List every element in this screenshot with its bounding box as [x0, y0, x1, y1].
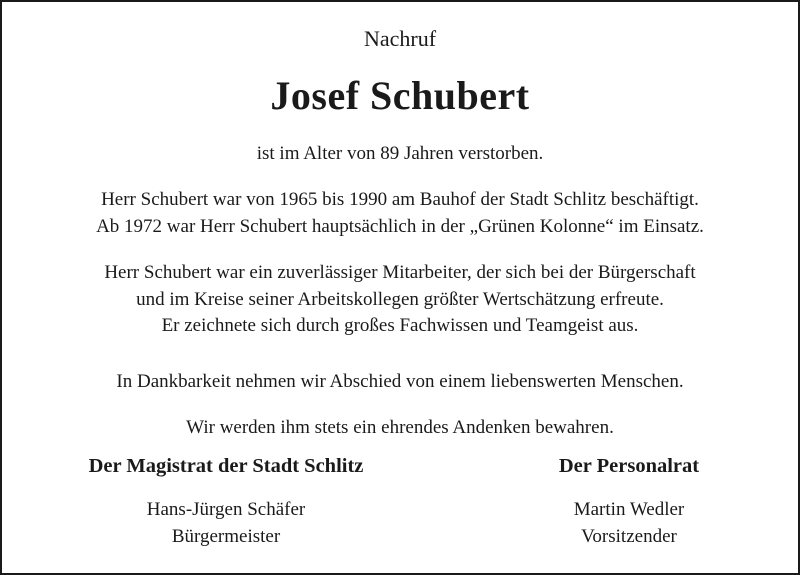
- deceased-name: Josef Schubert: [270, 73, 530, 118]
- signatory-role: Bürgermeister: [171, 526, 281, 547]
- signatory-organization: Der Personalrat: [558, 455, 700, 477]
- remembrance-statement: Wir werden ihm stets ein ehrendes Andenken bewahren.: [186, 417, 614, 438]
- employment-line: Herr Schubert war von 1965 bis 1990 am Bauhof der Stadt Schlitz beschäftigt.: [101, 189, 699, 210]
- employment-line: Ab 1972 war Herr Schubert hauptsächlich in der „Grünen Kolonne“ im Einsatz.: [96, 215, 704, 237]
- farewell-statement: In Dankbarkeit nehmen wir Abschied von einem liebenswerten Menschen.: [116, 371, 684, 392]
- signatory-name: Martin Wedler: [573, 499, 685, 520]
- tribute-line: Herr Schubert war ein zuverlässiger Mitarbeiter, der sich bei der Bürgerschaft: [104, 262, 696, 283]
- signatory-organization: Der Magistrat der Stadt Schlitz: [88, 455, 364, 477]
- tribute-paragraph: [0, 260, 800, 340]
- tribute-line: Er zeichnete sich durch großes Fachwissen und Teamgeist aus.: [161, 315, 639, 336]
- tribute-line: und im Kreise seiner Arbeitskollegen größter Wertschätzung erfreute.: [136, 288, 664, 310]
- signatory-name: Hans-Jürgen Schäfer: [146, 499, 306, 520]
- signatory-role: Vorsitzender: [581, 526, 677, 547]
- employment-paragraph: [0, 187, 800, 240]
- age-statement: ist im Alter von 89 Jahren verstorben.: [256, 143, 544, 164]
- notice-heading: Nachruf: [363, 26, 437, 51]
